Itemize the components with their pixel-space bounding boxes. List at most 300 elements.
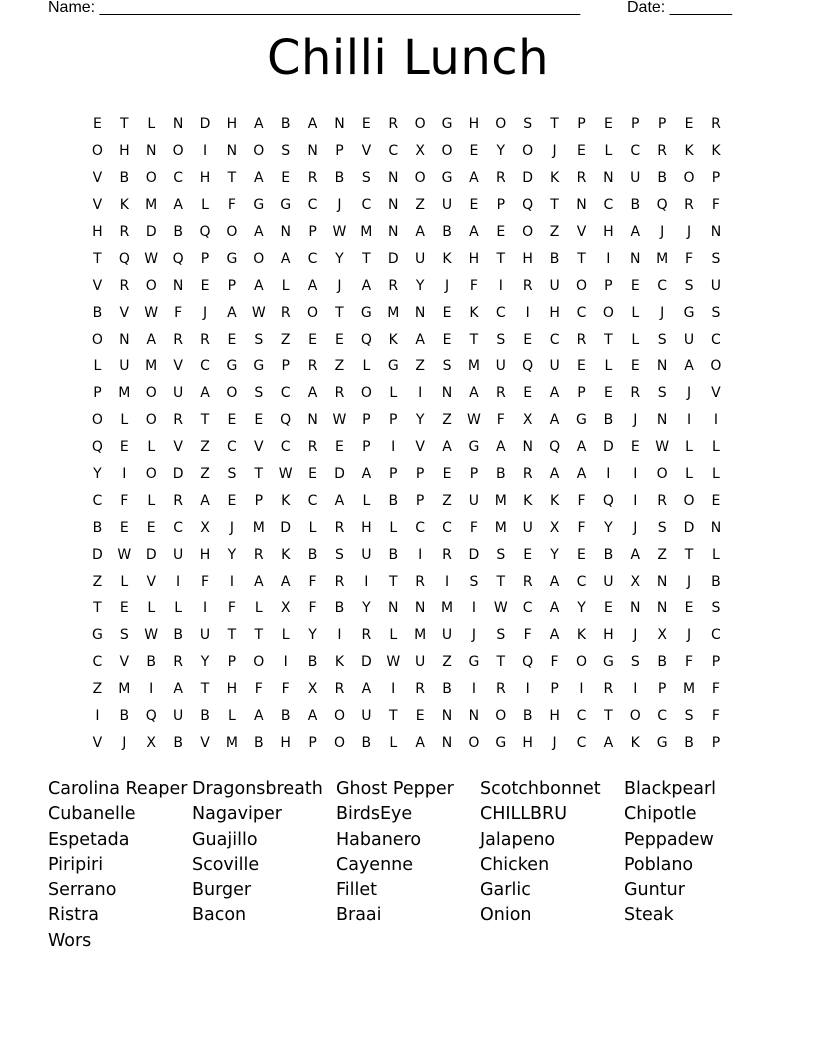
grid-letter[interactable]: I <box>283 654 288 671</box>
grid-letter[interactable]: P <box>200 250 210 267</box>
grid-letter[interactable]: X <box>522 412 533 429</box>
grid-letter[interactable]: A <box>361 277 372 294</box>
grid-letter[interactable]: U <box>172 385 184 402</box>
grid-letter[interactable]: D <box>683 519 695 536</box>
grid-letter[interactable]: I <box>229 573 234 590</box>
grid-letter[interactable]: E <box>469 197 479 214</box>
grid-letter[interactable]: Q <box>145 708 157 725</box>
grid-letter[interactable]: L <box>389 519 398 536</box>
grid-letter[interactable]: D <box>334 466 345 483</box>
grid-letter[interactable]: A <box>254 224 264 240</box>
grid-letter[interactable]: R <box>711 116 721 133</box>
grid-letter[interactable]: Y <box>335 250 344 267</box>
grid-letter[interactable]: C <box>711 627 721 644</box>
grid-letter[interactable]: A <box>549 627 560 644</box>
grid-letter[interactable]: V <box>200 734 210 751</box>
grid-letter[interactable]: I <box>606 466 611 483</box>
grid-letter[interactable]: R <box>576 331 587 348</box>
grid-letter[interactable]: O <box>145 170 157 187</box>
grid-letter[interactable]: M <box>360 224 373 240</box>
grid-letter[interactable]: Z <box>442 412 452 429</box>
grid-letter[interactable]: J <box>337 197 342 214</box>
grid-letter[interactable]: I <box>337 627 342 644</box>
grid-letter[interactable]: L <box>631 331 640 348</box>
grid-letter[interactable]: U <box>468 492 480 509</box>
grid-letter[interactable]: T <box>550 197 559 214</box>
grid-letter[interactable]: H <box>468 116 480 133</box>
grid-letter[interactable]: B <box>280 116 291 133</box>
grid-letter[interactable]: P <box>415 492 425 509</box>
grid-letter[interactable]: C <box>576 573 587 590</box>
grid-letter[interactable]: I <box>606 250 611 267</box>
grid-letter[interactable]: T <box>496 250 506 267</box>
grid-letter[interactable]: Q <box>656 197 668 214</box>
grid-letter[interactable]: T <box>469 331 479 348</box>
grid-letter[interactable]: E <box>335 439 344 456</box>
grid-letter[interactable]: U <box>361 546 372 563</box>
grid-letter[interactable]: B <box>630 197 641 214</box>
grid-letter[interactable]: L <box>604 143 613 160</box>
grid-letter[interactable]: B <box>361 734 372 751</box>
grid-letter[interactable]: S <box>711 304 721 321</box>
grid-letter[interactable]: S <box>657 519 667 536</box>
grid-letter[interactable]: F <box>227 600 236 617</box>
grid-letter[interactable]: O <box>414 116 426 133</box>
grid-letter[interactable]: Z <box>334 358 345 375</box>
grid-letter[interactable]: R <box>173 492 183 509</box>
grid-letter[interactable]: O <box>468 734 480 751</box>
grid-letter[interactable]: P <box>469 466 479 483</box>
grid-letter[interactable]: T <box>388 573 398 590</box>
grid-letter[interactable]: T <box>227 170 237 187</box>
grid-letter[interactable]: U <box>603 573 614 590</box>
grid-letter[interactable]: Y <box>200 654 210 671</box>
grid-letter[interactable]: R <box>307 358 318 375</box>
grid-letter[interactable]: Q <box>360 331 372 348</box>
grid-letter[interactable]: L <box>147 492 156 509</box>
grid-letter[interactable]: O <box>253 143 265 160</box>
grid-letter[interactable]: T <box>254 627 264 644</box>
grid-letter[interactable]: O <box>145 385 157 402</box>
grid-letter[interactable]: N <box>334 116 345 133</box>
grid-letter[interactable]: Z <box>415 358 425 375</box>
grid-letter[interactable]: I <box>444 573 450 590</box>
grid-letter[interactable]: H <box>119 143 130 160</box>
grid-letter[interactable]: B <box>173 627 183 644</box>
grid-letter[interactable]: L <box>120 412 129 429</box>
grid-letter[interactable]: I <box>471 681 476 698</box>
grid-letter[interactable]: F <box>577 519 586 536</box>
grid-letter[interactable]: I <box>418 385 423 402</box>
grid-letter[interactable]: R <box>495 385 506 402</box>
grid-letter[interactable]: A <box>361 681 372 698</box>
grid-letter[interactable]: H <box>603 627 614 644</box>
grid-letter[interactable]: N <box>441 385 453 402</box>
grid-letter[interactable]: L <box>389 734 398 751</box>
grid-letter[interactable]: N <box>710 224 722 240</box>
grid-letter[interactable]: O <box>253 250 265 267</box>
grid-letter[interactable]: I <box>364 573 369 590</box>
grid-letter[interactable]: G <box>387 358 399 375</box>
grid-letter[interactable]: Y <box>362 600 371 617</box>
grid-letter[interactable]: F <box>550 654 559 671</box>
grid-letter[interactable]: Y <box>415 277 425 294</box>
grid-letter[interactable]: P <box>308 224 317 240</box>
grid-letter[interactable]: J <box>660 304 665 321</box>
grid-letter[interactable]: M <box>494 492 507 509</box>
grid-letter[interactable]: E <box>308 331 317 348</box>
grid-letter[interactable]: L <box>631 304 640 321</box>
grid-letter[interactable]: E <box>577 546 586 563</box>
grid-letter[interactable]: E <box>308 466 317 483</box>
grid-letter[interactable]: T <box>604 708 613 725</box>
grid-letter[interactable]: I <box>498 277 503 294</box>
grid-letter[interactable]: C <box>92 654 103 671</box>
grid-letter[interactable]: I <box>149 681 154 698</box>
grid-letter[interactable]: I <box>391 681 396 698</box>
date-field[interactable]: Date: _______ <box>627 0 732 16</box>
grid-letter[interactable]: R <box>495 681 506 698</box>
grid-letter[interactable]: R <box>388 116 399 133</box>
grid-letter[interactable]: K <box>388 331 398 348</box>
grid-letter[interactable]: Q <box>91 439 103 456</box>
grid-letter[interactable]: A <box>549 385 560 402</box>
grid-letter[interactable]: J <box>471 627 476 644</box>
grid-letter[interactable]: A <box>307 708 318 725</box>
grid-letter[interactable]: P <box>389 466 398 483</box>
grid-letter[interactable]: E <box>119 439 129 456</box>
grid-letter[interactable]: H <box>199 170 211 187</box>
grid-letter[interactable]: E <box>577 358 586 375</box>
grid-letter[interactable]: A <box>361 466 372 483</box>
grid-letter[interactable]: W <box>144 250 159 267</box>
grid-letter[interactable]: D <box>199 116 211 133</box>
grid-letter[interactable]: A <box>227 304 237 321</box>
grid-letter[interactable]: L <box>389 385 398 402</box>
grid-letter[interactable]: G <box>226 250 238 267</box>
grid-letter[interactable]: E <box>361 116 371 133</box>
grid-letter[interactable]: G <box>576 412 587 429</box>
grid-letter[interactable]: R <box>173 654 183 671</box>
grid-letter[interactable]: O <box>656 466 668 483</box>
grid-letter[interactable]: V <box>711 385 721 402</box>
grid-letter[interactable]: T <box>496 654 506 671</box>
grid-letter[interactable]: A <box>254 573 264 590</box>
grid-letter[interactable]: C <box>415 519 426 536</box>
grid-letter[interactable]: V <box>254 439 264 456</box>
grid-letter[interactable]: P <box>254 492 264 509</box>
grid-letter[interactable]: C <box>92 492 103 509</box>
grid-letter[interactable]: E <box>603 385 613 402</box>
grid-letter[interactable]: P <box>389 412 398 429</box>
grid-letter[interactable]: Y <box>415 412 425 429</box>
grid-letter[interactable]: P <box>604 277 613 294</box>
grid-letter[interactable]: R <box>307 439 318 456</box>
grid-letter[interactable]: A <box>200 492 210 509</box>
name-field[interactable]: Name: ______________________________________________________ <box>48 0 581 16</box>
grid-letter[interactable]: K <box>281 546 291 563</box>
grid-letter[interactable]: K <box>549 170 560 187</box>
grid-letter[interactable]: P <box>415 466 425 483</box>
grid-letter[interactable]: R <box>173 331 183 348</box>
grid-letter[interactable]: L <box>201 197 209 214</box>
grid-letter[interactable]: Q <box>522 197 534 214</box>
grid-letter[interactable]: L <box>93 358 102 375</box>
grid-letter[interactable]: B <box>334 170 345 187</box>
grid-letter[interactable]: N <box>414 304 426 321</box>
grid-letter[interactable]: P <box>657 681 667 698</box>
grid-letter[interactable]: P <box>550 681 559 698</box>
grid-letter[interactable]: R <box>630 385 641 402</box>
grid-letter[interactable]: Q <box>172 250 184 267</box>
grid-letter[interactable]: U <box>495 358 506 375</box>
grid-letter[interactable]: A <box>173 197 183 214</box>
grid-letter[interactable]: F <box>281 681 290 698</box>
grid-letter[interactable]: E <box>523 385 533 402</box>
grid-letter[interactable]: M <box>682 681 696 698</box>
grid-letter[interactable]: D <box>145 224 157 240</box>
grid-letter[interactable]: E <box>442 331 452 348</box>
grid-letter[interactable]: P <box>657 116 667 133</box>
grid-letter[interactable]: R <box>334 681 345 698</box>
grid-letter[interactable]: U <box>361 708 372 725</box>
grid-letter[interactable]: I <box>633 466 638 483</box>
grid-letter[interactable]: A <box>280 250 291 267</box>
grid-letter[interactable]: H <box>92 224 103 240</box>
grid-letter[interactable]: L <box>147 600 156 617</box>
grid-letter[interactable]: P <box>496 197 506 214</box>
grid-letter[interactable]: K <box>711 143 721 160</box>
grid-letter[interactable]: L <box>227 708 236 725</box>
grid-letter[interactable]: G <box>468 654 480 671</box>
grid-letter[interactable]: A <box>469 224 479 240</box>
grid-letter[interactable]: T <box>604 331 613 348</box>
grid-letter[interactable]: B <box>388 492 399 509</box>
grid-letter[interactable]: E <box>119 600 129 617</box>
grid-letter[interactable]: C <box>307 492 318 509</box>
grid-letter[interactable]: E <box>630 439 640 456</box>
grid-letter[interactable]: R <box>522 466 533 483</box>
grid-letter[interactable]: L <box>362 358 371 375</box>
grid-letter[interactable]: Q <box>118 250 130 267</box>
grid-letter[interactable]: A <box>307 277 318 294</box>
grid-letter[interactable]: E <box>630 277 640 294</box>
grid-letter[interactable]: N <box>172 116 184 133</box>
grid-letter[interactable]: O <box>145 466 157 483</box>
grid-letter[interactable]: A <box>549 600 560 617</box>
grid-letter[interactable]: E <box>200 277 210 294</box>
grid-letter[interactable]: X <box>657 627 667 644</box>
grid-letter[interactable]: J <box>633 627 638 644</box>
grid-letter[interactable]: A <box>254 708 264 725</box>
grid-letter[interactable]: W <box>332 224 347 240</box>
grid-letter[interactable]: O <box>495 708 507 725</box>
grid-letter[interactable]: A <box>549 573 560 590</box>
grid-letter[interactable]: C <box>630 143 641 160</box>
grid-letter[interactable]: S <box>711 250 721 267</box>
grid-letter[interactable]: B <box>119 170 130 187</box>
grid-letter[interactable]: S <box>496 331 506 348</box>
grid-letter[interactable]: M <box>118 385 131 402</box>
grid-letter[interactable]: V <box>92 734 103 751</box>
grid-letter[interactable]: S <box>119 627 129 644</box>
grid-letter[interactable]: X <box>200 519 210 536</box>
grid-letter[interactable]: S <box>281 143 291 160</box>
grid-letter[interactable]: A <box>307 385 318 402</box>
grid-letter[interactable]: W <box>278 466 293 483</box>
grid-letter[interactable]: D <box>280 519 292 536</box>
grid-letter[interactable]: E <box>577 143 586 160</box>
grid-letter[interactable]: U <box>441 197 453 214</box>
grid-letter[interactable]: G <box>441 116 453 133</box>
grid-letter[interactable]: A <box>334 492 345 509</box>
grid-letter[interactable]: O <box>226 224 238 240</box>
grid-letter[interactable]: E <box>442 466 452 483</box>
grid-letter[interactable]: T <box>362 250 371 267</box>
grid-letter[interactable]: N <box>441 708 453 725</box>
grid-letter[interactable]: C <box>576 734 587 751</box>
grid-letter[interactable]: U <box>415 654 426 671</box>
grid-letter[interactable]: A <box>630 546 641 563</box>
grid-letter[interactable]: E <box>227 412 237 429</box>
grid-letter[interactable]: L <box>389 627 398 644</box>
grid-letter[interactable]: A <box>254 170 264 187</box>
grid-letter[interactable]: L <box>254 600 263 617</box>
grid-letter[interactable]: S <box>630 654 640 671</box>
grid-letter[interactable]: Z <box>442 492 452 509</box>
grid-letter[interactable]: Y <box>577 600 586 617</box>
grid-letter[interactable]: T <box>550 116 559 133</box>
grid-letter[interactable]: E <box>415 708 425 725</box>
grid-letter[interactable]: B <box>92 304 103 321</box>
grid-letter[interactable]: C <box>280 439 291 456</box>
grid-letter[interactable]: Z <box>92 681 103 698</box>
grid-letter[interactable]: B <box>603 546 614 563</box>
grid-letter[interactable]: F <box>685 250 694 267</box>
grid-letter[interactable]: R <box>334 385 345 402</box>
grid-letter[interactable]: O <box>333 734 345 751</box>
grid-letter[interactable]: T <box>200 412 210 429</box>
grid-letter[interactable]: S <box>684 708 694 725</box>
grid-letter[interactable]: R <box>415 681 425 698</box>
grid-letter[interactable]: E <box>254 412 264 429</box>
grid-letter[interactable]: E <box>603 600 613 617</box>
grid-letter[interactable]: V <box>173 439 183 456</box>
grid-letter[interactable]: S <box>657 385 667 402</box>
grid-letter[interactable]: N <box>280 224 291 240</box>
grid-letter[interactable]: O <box>145 412 157 429</box>
grid-letter[interactable]: G <box>441 170 453 187</box>
grid-letter[interactable]: D <box>387 250 399 267</box>
grid-letter[interactable]: N <box>630 600 641 617</box>
grid-letter[interactable]: F <box>200 573 210 590</box>
grid-letter[interactable]: R <box>119 224 130 240</box>
grid-letter[interactable]: R <box>334 519 345 536</box>
grid-letter[interactable]: K <box>576 627 587 644</box>
grid-letter[interactable]: C <box>522 600 533 617</box>
grid-letter[interactable]: N <box>307 412 318 429</box>
grid-letter[interactable]: N <box>172 277 184 294</box>
grid-letter[interactable]: O <box>629 708 641 725</box>
grid-letter[interactable]: F <box>308 573 317 590</box>
grid-letter[interactable]: C <box>280 385 291 402</box>
grid-letter[interactable]: C <box>200 358 210 375</box>
grid-letter[interactable]: S <box>496 627 506 644</box>
grid-letter[interactable]: N <box>603 170 614 187</box>
grid-letter[interactable]: U <box>199 627 211 644</box>
grid-letter[interactable]: V <box>361 143 372 160</box>
grid-letter[interactable]: T <box>200 681 210 698</box>
grid-letter[interactable]: D <box>468 546 480 563</box>
grid-letter[interactable]: B <box>173 224 183 240</box>
grid-letter[interactable]: I <box>633 681 638 698</box>
grid-letter[interactable]: A <box>173 681 183 698</box>
grid-letter[interactable]: B <box>442 681 452 698</box>
grid-letter[interactable]: B <box>173 734 183 751</box>
grid-letter[interactable]: C <box>549 331 560 348</box>
grid-letter[interactable]: P <box>631 116 640 133</box>
grid-letter[interactable]: G <box>226 358 238 375</box>
grid-letter[interactable]: U <box>415 250 426 267</box>
grid-letter[interactable]: Y <box>550 546 559 563</box>
grid-letter[interactable]: N <box>119 331 130 348</box>
grid-letter[interactable]: M <box>656 250 669 267</box>
grid-letter[interactable]: F <box>496 412 505 429</box>
grid-letter[interactable]: Z <box>200 466 210 483</box>
grid-letter[interactable]: F <box>227 197 236 214</box>
grid-letter[interactable]: R <box>361 627 372 644</box>
grid-letter[interactable]: F <box>711 708 720 725</box>
grid-letter[interactable]: U <box>172 546 184 563</box>
grid-letter[interactable]: N <box>226 143 238 160</box>
grid-letter[interactable]: M <box>467 358 480 375</box>
grid-letter[interactable]: P <box>335 143 344 160</box>
grid-letter[interactable]: V <box>119 654 130 671</box>
grid-letter[interactable]: V <box>92 277 103 294</box>
grid-letter[interactable]: L <box>712 466 720 483</box>
grid-letter[interactable]: I <box>95 708 100 725</box>
grid-letter[interactable]: E <box>523 546 533 563</box>
grid-letter[interactable]: Q <box>522 358 534 375</box>
grid-letter[interactable]: X <box>280 600 291 617</box>
grid-letter[interactable]: P <box>93 385 102 402</box>
grid-letter[interactable]: F <box>577 492 586 509</box>
grid-letter[interactable]: J <box>444 277 450 294</box>
grid-letter[interactable]: O <box>91 143 103 160</box>
grid-letter[interactable]: A <box>549 466 560 483</box>
grid-letter[interactable]: O <box>522 224 534 240</box>
grid-letter[interactable]: D <box>172 466 184 483</box>
grid-letter[interactable]: R <box>253 546 264 563</box>
grid-letter[interactable]: Y <box>308 627 317 644</box>
grid-letter[interactable]: O <box>307 304 319 321</box>
grid-letter[interactable]: B <box>307 654 318 671</box>
grid-letter[interactable]: A <box>549 412 560 429</box>
grid-letter[interactable]: X <box>415 143 425 160</box>
grid-letter[interactable]: C <box>576 304 587 321</box>
grid-letter[interactable]: G <box>656 734 668 751</box>
grid-letter[interactable]: R <box>657 143 668 160</box>
grid-letter[interactable]: A <box>415 734 425 751</box>
grid-letter[interactable]: W <box>144 304 159 321</box>
grid-letter[interactable]: N <box>576 197 587 214</box>
grid-letter[interactable]: N <box>145 143 157 160</box>
grid-letter[interactable]: T <box>120 116 129 133</box>
grid-letter[interactable]: E <box>146 519 156 536</box>
grid-letter[interactable]: M <box>440 600 454 617</box>
grid-letter[interactable]: U <box>522 519 533 536</box>
grid-letter[interactable]: P <box>362 439 371 456</box>
